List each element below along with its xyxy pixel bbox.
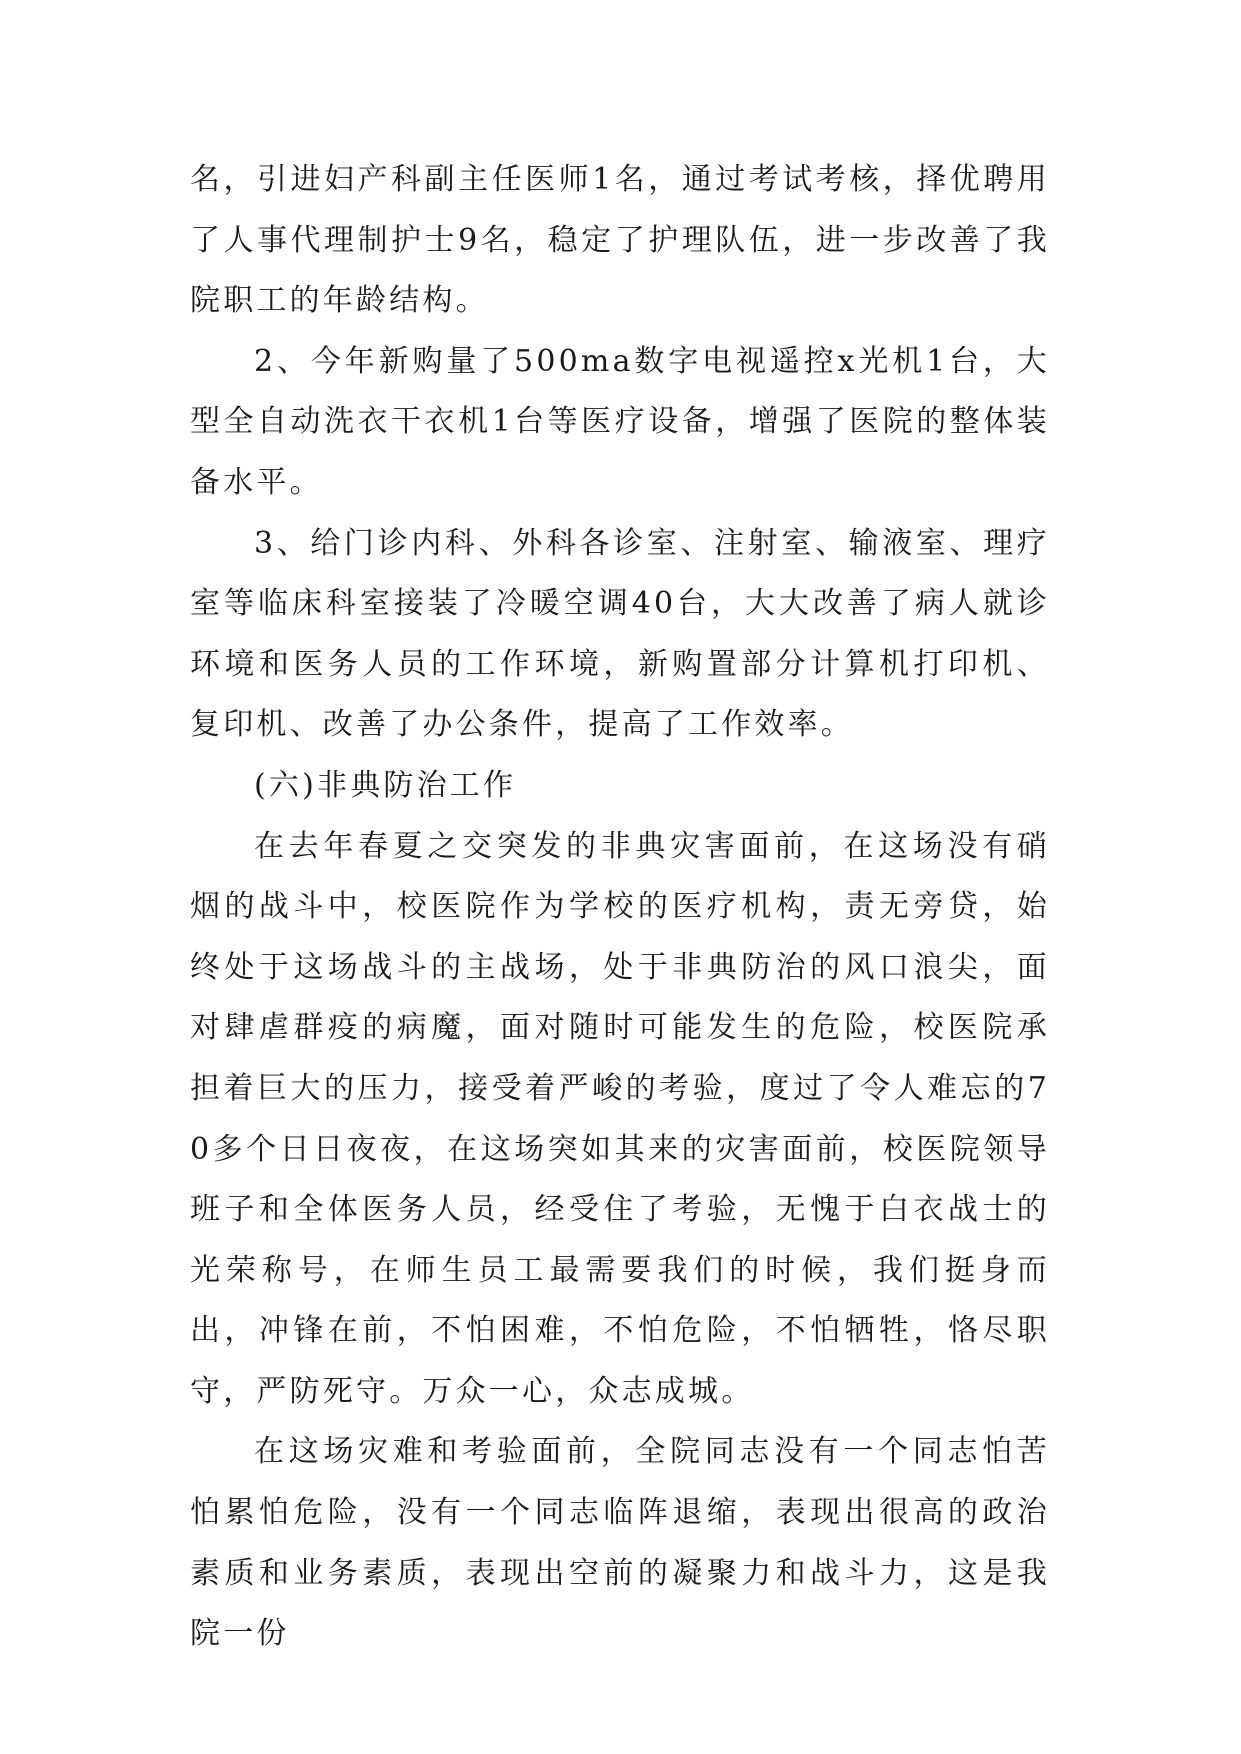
paragraph-staff-dedication: 在这场灾难和考验面前，全院同志没有一个同志怕苦怕累怕危险，没有一个同志临阵退缩，表现出很高的政治素质和业务素质，表现出空前的凝聚力和战斗力，这是我院一份 <box>190 1434 1050 1652</box>
paragraph-continuation: 名，引进妇产科副主任医师1名，通过考试考核，择优聘用了人事代理制护士9名，稳定了护理队伍，进一步改善了我院职工的年龄结构。 <box>190 162 1050 319</box>
section-heading-sars-prevention: (六)非典防治工作 <box>254 767 517 803</box>
paragraph-sars-response: 在去年春夏之交突发的非典灾害面前，在这场没有硝烟的战斗中，校医院作为学校的医疗机构，责无旁贷，始终处于这场战斗的主战场，处于非典防治的风口浪尖，面对肆虐群疫的病魔，面对随时可能发生的危险，校医院承担着巨大的压力，接受着严峻的考验，度过了令人难忘的70多个日日夜夜，在这场突如其来的灾害面前，校医院领导班子和全体医务人员，经受住了考验，无愧于白衣战士的光荣称号，在师生员工最需要我们的时候，我们挺身而出，冲锋在前，不怕困难，不怕危险，不怕牺牲，恪尽职守，严防死守。万众一心，众志成城。 <box>190 828 1050 1409</box>
paragraph-air-conditioning: 3、给门诊内科、外科各诊室、注射室、输液室、理疗室等临床科室接装了冷暖空调40台，大大改善了病人就诊环境和医务人员的工作环境，新购置部分计算机打印机、复印机、改善了办公条件，提高了工作效率。 <box>190 525 1050 743</box>
paragraph-equipment-purchase: 2、今年新购量了500ma数字电视遥控x光机1台，大型全自动洗衣干衣机1台等医疗设备，增强了医院的整体装备水平。 <box>190 343 1050 500</box>
document-body <box>190 150 1050 1665</box>
